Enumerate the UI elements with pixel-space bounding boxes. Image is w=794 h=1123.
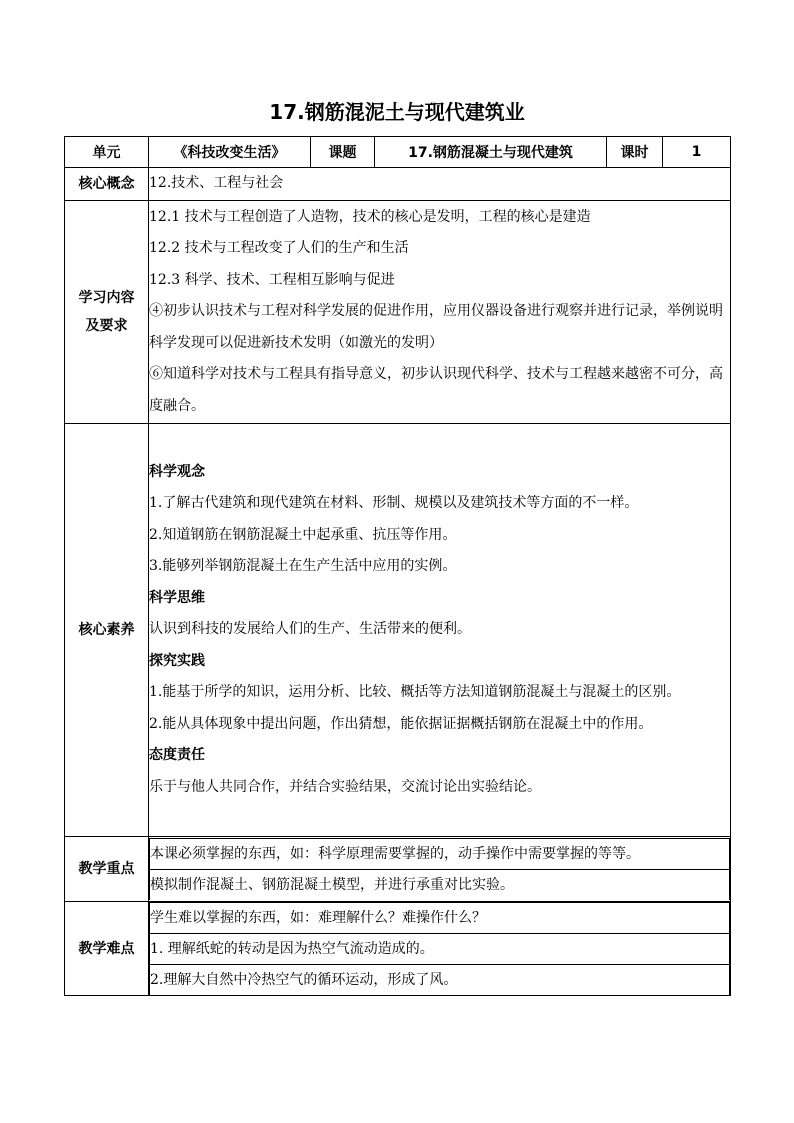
section-heading: 探究实践 xyxy=(149,652,205,669)
section-item: 3.能够列举钢筋混凝土在生产生活中应用的实例。 xyxy=(149,558,457,575)
section-item: 认识到科技的发展给人们的生产、生活带来的便利。 xyxy=(149,621,471,638)
section-item: 1.能基于所学的知识，运用分析、比较、概括等方法知道钢筋混凝土与混凝土的区别。 xyxy=(149,684,681,701)
lesson-plan-table xyxy=(64,136,731,996)
period-label: 课时 xyxy=(607,137,663,168)
key-point-row: 本课必须掌握的东西，如：科学原理需要掌握的，动手操作中需要掌握的等等。 xyxy=(150,839,730,870)
key-points-label: 教学重点 xyxy=(65,837,149,902)
key-points-row xyxy=(65,837,731,902)
difficulties-label: 教学难点 xyxy=(65,902,149,996)
topic-value: 17.钢筋混凝土与现代建筑 xyxy=(375,137,607,168)
section-item: 2.能从具体现象中提出问题，作出猜想，能依据证据概括钢筋在混凝土中的作用。 xyxy=(149,715,653,732)
key-points-content xyxy=(149,837,731,902)
learning-line: 12.1 技术与工程创造了人造物，技术的核心是发明，工程的核心是建造 xyxy=(149,208,591,225)
difficulty-row: 1. 理解纸蛇的转动是因为热空气流动造成的。 xyxy=(150,934,730,965)
difficulties-content xyxy=(149,902,731,996)
literacy-content xyxy=(149,424,731,837)
learning-line: ④初步认识技术与工程对科学发展的促进作用，应用仪器设备进行观察并进行记录，举例说明科学发现可以促进新技术发明（如激光的发明） xyxy=(149,303,723,351)
unit-label: 单元 xyxy=(65,137,149,168)
learning-row xyxy=(65,201,731,424)
header-row xyxy=(65,137,731,168)
learning-line: 12.2 技术与工程改变了人们的生产和生活 xyxy=(149,240,409,257)
core-concept-label: 核心概念 xyxy=(65,168,149,201)
document-title: 17.钢筋混泥土与现代建筑业 xyxy=(269,100,525,124)
learning-line: 12.3 科学、技术、工程相互影响与促进 xyxy=(149,271,395,288)
section-heading: 科学思维 xyxy=(149,589,205,606)
difficulty-row: 2.理解大自然中冷热空气的循环运动，形成了风。 xyxy=(150,965,730,996)
learning-line: ⑥知道科学对技术与工程具有指导意义，初步认识现代科学、技术与工程越来越密不可分，高度融合。 xyxy=(149,366,723,414)
literacy-row xyxy=(65,424,731,837)
section-item: 1.了解古代建筑和现代建筑在材料、形制、规模以及建筑技术等方面的不一样。 xyxy=(149,495,639,512)
section-heading: 态度责任 xyxy=(149,747,205,764)
topic-label: 课题 xyxy=(311,137,375,168)
learning-label: 学习内容 及要求 xyxy=(65,201,149,424)
key-point-row: 模拟制作混凝土、钢筋混凝土模型，并进行承重对比实验。 xyxy=(150,870,730,901)
section-item: 乐于与他人共同合作，并结合实验结果，交流讨论出实验结论。 xyxy=(149,778,541,795)
literacy-label: 核心素养 xyxy=(65,424,149,837)
section-item: 2.知道钢筋在钢筋混凝土中起承重、抗压等作用。 xyxy=(149,526,457,543)
core-concept-text: 12.技术、工程与社会 xyxy=(149,168,731,201)
section-heading: 科学观念 xyxy=(149,463,205,480)
core-concept-row xyxy=(65,168,731,201)
learning-content xyxy=(149,201,731,424)
unit-value: 《科技改变生活》 xyxy=(149,137,311,168)
difficulties-row xyxy=(65,902,731,996)
period-value: 1 xyxy=(663,137,731,168)
difficulty-row: 学生难以掌握的东西，如：难理解什么？难操作什么？ xyxy=(150,903,730,934)
